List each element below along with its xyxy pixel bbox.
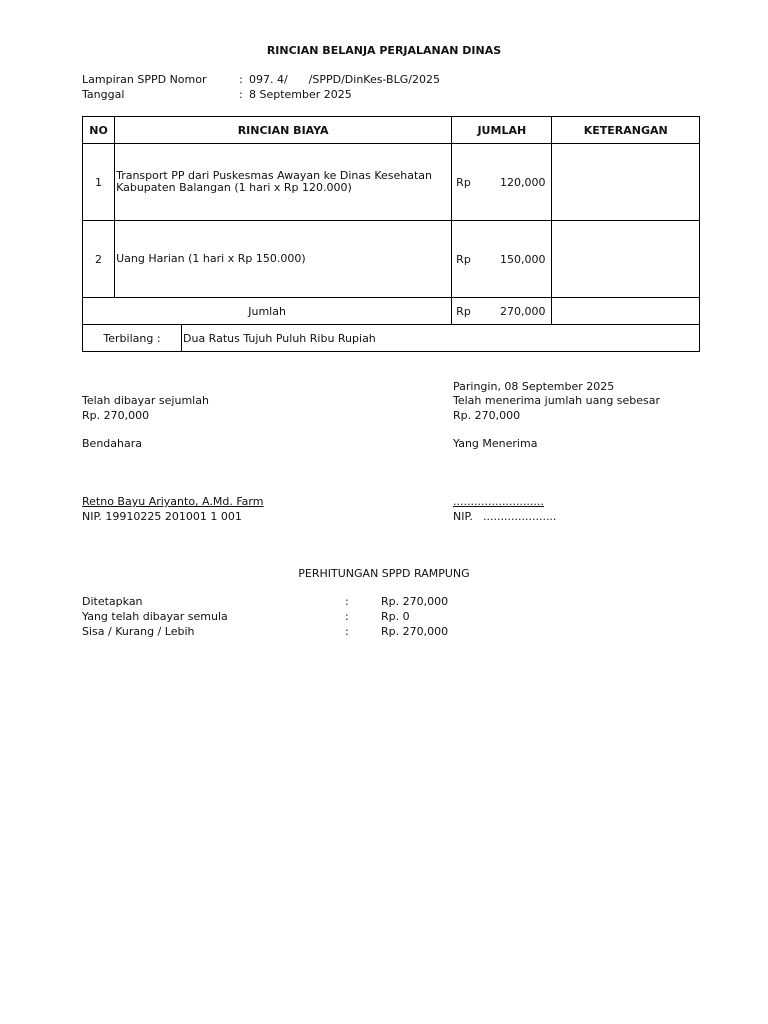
table-row	[83, 144, 700, 221]
row-currency: Rp	[456, 252, 471, 266]
lampiran-separator: :	[239, 73, 243, 86]
penerima-label: Yang Menerima	[453, 437, 538, 450]
tanggal-separator: :	[239, 88, 243, 101]
place-date: Paringin, 08 September 2025	[453, 380, 615, 393]
perhitungan-label: Yang telah dibayar semula	[82, 610, 228, 623]
row-description-line: Transport PP dari Puskesmas Awayan ke Dinas Kesehatan	[116, 169, 432, 182]
row-amount	[452, 221, 552, 298]
row-amount-value: 120,000	[499, 175, 546, 189]
penerima-name: ..........................	[453, 495, 544, 508]
total-label: Jumlah	[83, 298, 452, 325]
perhitungan-separator: :	[345, 610, 349, 623]
penerima-nip-label: NIP.	[453, 510, 473, 523]
row-number: 1	[83, 144, 115, 221]
perhitungan-value: Rp. 270,000	[381, 625, 449, 638]
perhitungan-label: Sisa / Kurang / Lebih	[82, 625, 195, 638]
row-keterangan	[552, 144, 700, 221]
perhitungan-separator: :	[345, 595, 349, 608]
lampiran-number: 097. 4/ /SPPD/DinKes-BLG/2025	[249, 73, 440, 86]
total-currency: Rp	[456, 304, 471, 318]
row-description	[115, 144, 452, 221]
header-no: NO	[83, 117, 115, 144]
row-number: 2	[83, 221, 115, 298]
total-amount-value: 270,000	[499, 304, 546, 318]
perhitungan-value: Rp. 0	[381, 610, 410, 623]
total-amount	[452, 298, 552, 325]
table-row	[83, 221, 700, 298]
row-description-line: Uang Harian (1 hari x Rp 150.000)	[116, 252, 306, 265]
total-keterangan	[552, 298, 700, 325]
bendahara-nip: NIP. 19910225 201001 1 001	[82, 510, 242, 523]
header-keterangan: KETERANGAN	[552, 117, 700, 144]
penerima-nip-value: .....................	[483, 510, 557, 523]
table-header-row	[83, 117, 700, 144]
header-rincian-biaya: RINCIAN BIAYA	[115, 117, 452, 144]
received-label: Telah menerima jumlah uang sebesar	[453, 394, 661, 407]
perhitungan-value: Rp. 270,000	[381, 595, 449, 608]
document-title: RINCIAN BELANJA PERJALANAN DINAS	[266, 44, 502, 57]
perhitungan-separator: :	[345, 625, 349, 638]
paid-amount: Rp. 270,000	[82, 409, 150, 422]
tanggal-label: Tanggal	[82, 88, 125, 101]
row-amount	[452, 144, 552, 221]
perhitungan-title: PERHITUNGAN SPPD RAMPUNG	[298, 567, 470, 580]
lampiran-label: Lampiran SPPD Nomor	[82, 73, 207, 86]
total-row	[83, 298, 700, 325]
terbilang-value: Dua Ratus Tujuh Puluh Ribu Rupiah	[183, 331, 376, 345]
row-keterangan	[552, 221, 700, 298]
row-amount-value: 150,000	[499, 252, 546, 266]
header-jumlah: JUMLAH	[452, 117, 552, 144]
row-description-line: Kabupaten Balangan (1 hari x Rp 120.000)	[116, 181, 352, 194]
row-description	[115, 221, 452, 298]
received-amount: Rp. 270,000	[453, 409, 521, 422]
rincian-table	[82, 116, 700, 352]
bendahara-name: Retno Bayu Ariyanto, A.Md. Farm	[82, 495, 264, 508]
bendahara-label: Bendahara	[82, 437, 142, 450]
terbilang-label: Terbilang :	[83, 325, 182, 351]
row-currency: Rp	[456, 175, 471, 189]
tanggal-value: 8 September 2025	[249, 88, 352, 101]
paid-label: Telah dibayar sejumlah	[82, 394, 209, 407]
terbilang-row	[83, 325, 700, 352]
perhitungan-label: Ditetapkan	[82, 595, 143, 608]
